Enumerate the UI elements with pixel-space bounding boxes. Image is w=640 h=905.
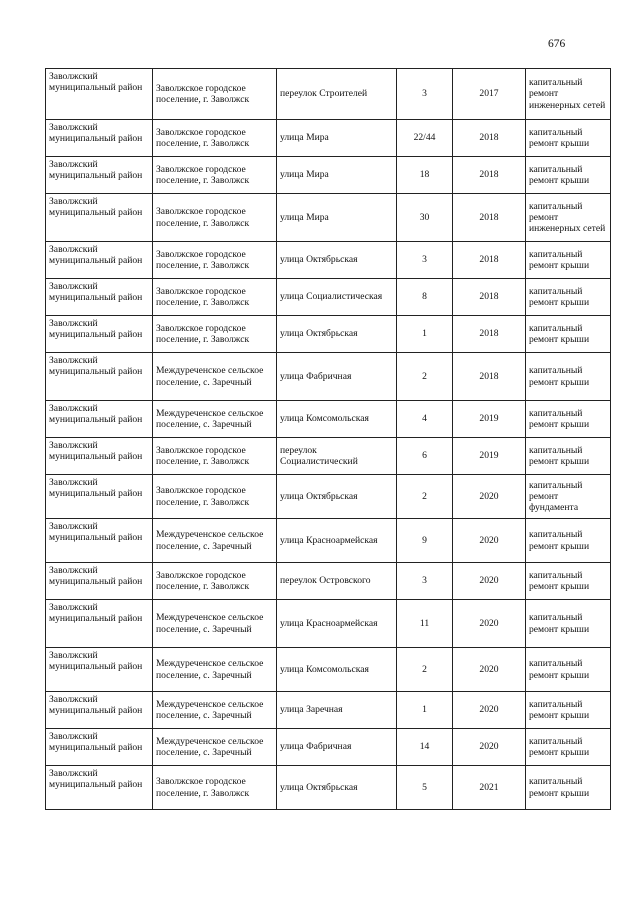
- year-cell: 2019: [453, 401, 526, 438]
- house-number-cell: 6: [397, 438, 453, 475]
- table-row: [46, 729, 611, 766]
- street-cell: улица Мира: [277, 120, 397, 157]
- street-cell: переулок Островского: [277, 563, 397, 600]
- year-cell: 2018: [453, 279, 526, 316]
- street-cell: переулок Строителей: [277, 69, 397, 120]
- table-row: [46, 475, 611, 519]
- street-cell: улица Красноармейская: [277, 600, 397, 648]
- settlement-cell: Заволжское городское поселение, г. Заволжск: [153, 766, 277, 810]
- street-cell: улица Красноармейская: [277, 519, 397, 563]
- settlement-cell: Междуреченское сельское поселение, с. Заречный: [153, 600, 277, 648]
- district-cell: Заволжский муниципальный район: [46, 692, 153, 729]
- house-number-cell: 22/44: [397, 120, 453, 157]
- district-cell: Заволжский муниципальный район: [46, 194, 153, 242]
- table-row: [46, 563, 611, 600]
- year-cell: 2019: [453, 438, 526, 475]
- house-number-cell: 2: [397, 353, 453, 401]
- district-cell: Заволжский муниципальный район: [46, 316, 153, 353]
- work-type-cell: капитальный ремонт крыши: [526, 242, 611, 279]
- settlement-cell: Междуреченское сельское поселение, с. Заречный: [153, 729, 277, 766]
- house-number-cell: 4: [397, 401, 453, 438]
- table-body: [46, 69, 611, 810]
- street-cell: улица Заречная: [277, 692, 397, 729]
- street-cell: улица Октябрьская: [277, 242, 397, 279]
- work-type-cell: капитальный ремонт крыши: [526, 279, 611, 316]
- year-cell: 2018: [453, 353, 526, 401]
- house-number-cell: 14: [397, 729, 453, 766]
- district-cell: Заволжский муниципальный район: [46, 157, 153, 194]
- year-cell: 2018: [453, 120, 526, 157]
- work-type-cell: капитальный ремонт крыши: [526, 157, 611, 194]
- street-cell: улица Фабричная: [277, 729, 397, 766]
- table-row: [46, 120, 611, 157]
- table-row: [46, 242, 611, 279]
- table-row: [46, 648, 611, 692]
- year-cell: 2020: [453, 563, 526, 600]
- district-cell: Заволжский муниципальный район: [46, 563, 153, 600]
- settlement-cell: Заволжское городское поселение, г. Заволжск: [153, 475, 277, 519]
- year-cell: 2020: [453, 475, 526, 519]
- settlement-cell: Междуреченское сельское поселение, с. Заречный: [153, 692, 277, 729]
- table-row: [46, 519, 611, 563]
- work-type-cell: капитальный ремонт крыши: [526, 353, 611, 401]
- district-cell: Заволжский муниципальный район: [46, 279, 153, 316]
- year-cell: 2020: [453, 519, 526, 563]
- work-type-cell: капитальный ремонт фундамента: [526, 475, 611, 519]
- year-cell: 2017: [453, 69, 526, 120]
- house-number-cell: 3: [397, 563, 453, 600]
- page-number: 676: [548, 38, 566, 50]
- work-type-cell: капитальный ремонт крыши: [526, 563, 611, 600]
- house-number-cell: 2: [397, 475, 453, 519]
- street-cell: переулок Социалистический: [277, 438, 397, 475]
- street-cell: улица Октябрьская: [277, 316, 397, 353]
- year-cell: 2018: [453, 194, 526, 242]
- table-row: [46, 600, 611, 648]
- work-type-cell: капитальный ремонт инженерных сетей: [526, 194, 611, 242]
- settlement-cell: Междуреченское сельское поселение, с. Заречный: [153, 353, 277, 401]
- settlement-cell: Заволжское городское поселение, г. Заволжск: [153, 279, 277, 316]
- settlement-cell: Заволжское городское поселение, г. Заволжск: [153, 157, 277, 194]
- table-row: [46, 692, 611, 729]
- work-type-cell: капитальный ремонт крыши: [526, 438, 611, 475]
- street-cell: улица Мира: [277, 194, 397, 242]
- house-number-cell: 30: [397, 194, 453, 242]
- district-cell: Заволжский муниципальный район: [46, 648, 153, 692]
- district-cell: Заволжский муниципальный район: [46, 438, 153, 475]
- house-number-cell: 1: [397, 692, 453, 729]
- house-number-cell: 18: [397, 157, 453, 194]
- house-number-cell: 2: [397, 648, 453, 692]
- street-cell: улица Комсомольская: [277, 401, 397, 438]
- table-row: [46, 316, 611, 353]
- table-row: [46, 353, 611, 401]
- district-cell: Заволжский муниципальный район: [46, 242, 153, 279]
- table-row: [46, 69, 611, 120]
- work-type-cell: капитальный ремонт инженерных сетей: [526, 69, 611, 120]
- year-cell: 2021: [453, 766, 526, 810]
- house-number-cell: 9: [397, 519, 453, 563]
- settlement-cell: Междуреченское сельское поселение, с. Заречный: [153, 648, 277, 692]
- table-row: [46, 438, 611, 475]
- district-cell: Заволжский муниципальный район: [46, 519, 153, 563]
- settlement-cell: Заволжское городское поселение, г. Заволжск: [153, 242, 277, 279]
- district-cell: Заволжский муниципальный район: [46, 120, 153, 157]
- house-number-cell: 5: [397, 766, 453, 810]
- table-row: [46, 279, 611, 316]
- house-number-cell: 8: [397, 279, 453, 316]
- district-cell: Заволжский муниципальный район: [46, 729, 153, 766]
- work-type-cell: капитальный ремонт крыши: [526, 120, 611, 157]
- work-type-cell: капитальный ремонт крыши: [526, 316, 611, 353]
- district-cell: Заволжский муниципальный район: [46, 69, 153, 120]
- street-cell: улица Фабричная: [277, 353, 397, 401]
- work-type-cell: капитальный ремонт крыши: [526, 519, 611, 563]
- table-row: [46, 194, 611, 242]
- year-cell: 2020: [453, 729, 526, 766]
- district-cell: Заволжский муниципальный район: [46, 401, 153, 438]
- settlement-cell: Заволжское городское поселение, г. Заволжск: [153, 69, 277, 120]
- work-type-cell: капитальный ремонт крыши: [526, 692, 611, 729]
- district-cell: Заволжский муниципальный район: [46, 766, 153, 810]
- settlement-cell: Заволжское городское поселение, г. Заволжск: [153, 563, 277, 600]
- house-number-cell: 3: [397, 242, 453, 279]
- settlement-cell: Междуреченское сельское поселение, с. Заречный: [153, 401, 277, 438]
- work-type-cell: капитальный ремонт крыши: [526, 401, 611, 438]
- street-cell: улица Октябрьская: [277, 475, 397, 519]
- year-cell: 2018: [453, 157, 526, 194]
- year-cell: 2018: [453, 316, 526, 353]
- street-cell: улица Социалистическая: [277, 279, 397, 316]
- table-row: [46, 401, 611, 438]
- housing-repair-table: [45, 68, 611, 810]
- settlement-cell: Заволжское городское поселение, г. Заволжск: [153, 316, 277, 353]
- district-cell: Заволжский муниципальный район: [46, 600, 153, 648]
- settlement-cell: Заволжское городское поселение, г. Заволжск: [153, 194, 277, 242]
- work-type-cell: капитальный ремонт крыши: [526, 600, 611, 648]
- district-cell: Заволжский муниципальный район: [46, 353, 153, 401]
- work-type-cell: капитальный ремонт крыши: [526, 766, 611, 810]
- street-cell: улица Мира: [277, 157, 397, 194]
- year-cell: 2020: [453, 648, 526, 692]
- settlement-cell: Междуреченское сельское поселение, с. Заречный: [153, 519, 277, 563]
- settlement-cell: Заволжское городское поселение, г. Заволжск: [153, 438, 277, 475]
- table-row: [46, 766, 611, 810]
- house-number-cell: 11: [397, 600, 453, 648]
- street-cell: улица Октябрьская: [277, 766, 397, 810]
- house-number-cell: 1: [397, 316, 453, 353]
- work-type-cell: капитальный ремонт крыши: [526, 729, 611, 766]
- house-number-cell: 3: [397, 69, 453, 120]
- year-cell: 2020: [453, 692, 526, 729]
- district-cell: Заволжский муниципальный район: [46, 475, 153, 519]
- work-type-cell: капитальный ремонт крыши: [526, 648, 611, 692]
- year-cell: 2020: [453, 600, 526, 648]
- table-row: [46, 157, 611, 194]
- settlement-cell: Заволжское городское поселение, г. Заволжск: [153, 120, 277, 157]
- street-cell: улица Комсомольская: [277, 648, 397, 692]
- year-cell: 2018: [453, 242, 526, 279]
